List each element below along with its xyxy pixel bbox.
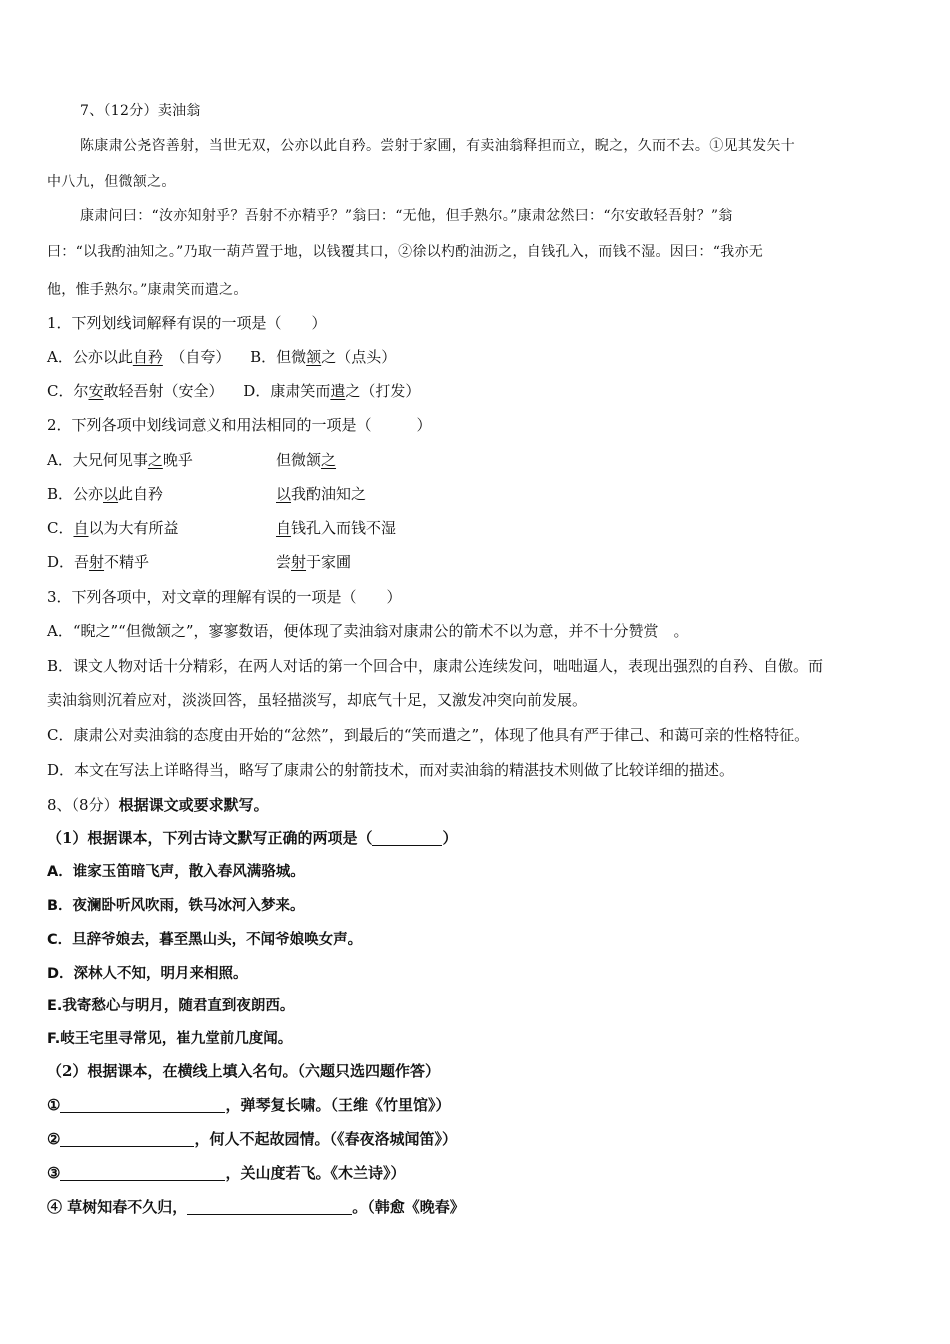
q7-heading: 7、（12分）卖油翁 <box>80 103 201 119</box>
q8-1-option-c: C．旦辞爷娘去，暮至黑山头，不闻爷娘唤女声。 <box>47 932 363 948</box>
q8-2-stem: （2）根据课本，在横线上填入名句。（六题只选四题作答） <box>47 1062 440 1080</box>
q7-1-option-a: A．公亦以此自矜 （自夸） <box>47 348 231 366</box>
passage-para2-line3: 他，惟手熟尔。”康肃笑而遣之。 <box>47 282 248 298</box>
q7-1-options-ab <box>47 347 396 367</box>
q7-3-stem: 3．下列各项中，对文章的理解有误的一项是（ ） <box>47 588 402 606</box>
passage-para1-line1: 陈康肃公尧咨善射，当世无双，公亦以此自矜。尝射于家圃，有卖油翁释担而立，睨之，久而不去。①见其发矢十 <box>80 138 795 154</box>
q8-1-option-e: E.我寄愁心与明月，随君直到夜朗西。 <box>47 998 295 1014</box>
q8-1-option-f: F.岐王宅里寻常见，崔九堂前几度闻。 <box>47 1031 293 1047</box>
q7-3-option-a: A．“睨之”“但微颔之”，寥寥数语，便体现了卖油翁对康肃公的箭术不以为意，并不十分赞赏 。 <box>47 622 689 640</box>
q8-heading: 8、（8分）根据课文或要求默写。 <box>47 796 269 814</box>
q7-1-options-cd <box>47 381 420 401</box>
q8-1-stem: （1）根据课本，下列古诗文默写正确的两项是（ ） <box>47 829 458 847</box>
q7-3-option-d: D．本文在写法上详略得当，略写了康肃公的射箭技术，而对卖油翁的精湛技术则做了比较详细的描述。 <box>47 761 735 779</box>
q8-1-option-b: B．夜澜卧听风吹雨，铁马冰河入梦来。 <box>47 898 305 914</box>
q8-2-item-4: ④ 草树知春不久归， 。（韩愈《晚春》 <box>47 1198 465 1216</box>
answer-blank[interactable] <box>60 1131 194 1147</box>
q7-2-option-a: A．大兄何见事之晚乎 但微颔之 <box>47 451 337 469</box>
q8-1-option-a: A．谁家玉笛暗飞声，散入春风满骆城。 <box>47 864 305 880</box>
q8-2-item-1: ① ，弹琴复长啸。（王维《竹里馆》） <box>47 1096 451 1114</box>
q8-2-item-3: ③ ，关山度若飞。《木兰诗》） <box>47 1164 406 1182</box>
q7-3-option-c: C．康肃公对卖油翁的态度由开始的“忿然”，到最后的“笑而遣之”，体现了他具有严于律己、和蔼可亲的性格特征。 <box>47 726 810 744</box>
q7-3-option-b-line2: 卖油翁则沉着应对，淡淡回答，虽轻描淡写，却底气十足，又激发冲突向前发展。 <box>47 691 588 709</box>
q8-1-option-d: D．深林人不知，明月来相照。 <box>47 966 248 982</box>
q7-1-stem: 1．下列划线词解释有误的一项是（ ） <box>47 314 327 332</box>
passage-para2-line2: 曰：“以我酌油知之。”乃取一葫芦置于地，以钱覆其口，②徐以杓酌油沥之，自钱孔入，而钱不湿。因曰：“我亦无 <box>47 244 764 260</box>
answer-blank[interactable] <box>60 1165 225 1181</box>
answer-blank[interactable] <box>60 1097 225 1113</box>
q7-3-option-b-line1: B．课文人物对话十分精彩，在两人对话的第一个回合中，康肃公连续发问，咄咄逼人，表现出强烈的自矜、自傲。而 <box>47 657 824 675</box>
q7-1-option-c: C．尔安敢轻吾射（安全） <box>47 382 224 400</box>
passage-para1-line2: 中八九，但微颔之。 <box>47 174 176 190</box>
answer-blank[interactable] <box>187 1199 352 1215</box>
q7-1-option-d: D．康肃笑而遣之（打发） <box>228 382 421 400</box>
q7-2-option-d: D．吾射不精乎 尝射于家圃 <box>47 553 352 571</box>
q8-2-item-2: ② ，何人不起故园情。（《春夜洛城闻笛》） <box>47 1130 457 1148</box>
passage-para2-line1: 康肃问曰：“汝亦知射乎？吾射不亦精乎？”翁曰：“无他，但手熟尔。”康肃忿然曰：“尔安敢轻吾射？”翁 <box>80 208 733 224</box>
q7-2-stem: 2．下列各项中划线词意义和用法相同的一项是（ ） <box>47 416 432 434</box>
q7-1-option-b: B．但微颔之（点头） <box>235 348 397 366</box>
q7-2-option-b: B．公亦以此自矜 以我酌油知之 <box>47 485 367 503</box>
answer-blank[interactable] <box>372 830 442 846</box>
q7-2-option-c: C．自以为大有所益 自钱孔入而钱不湿 <box>47 519 397 537</box>
